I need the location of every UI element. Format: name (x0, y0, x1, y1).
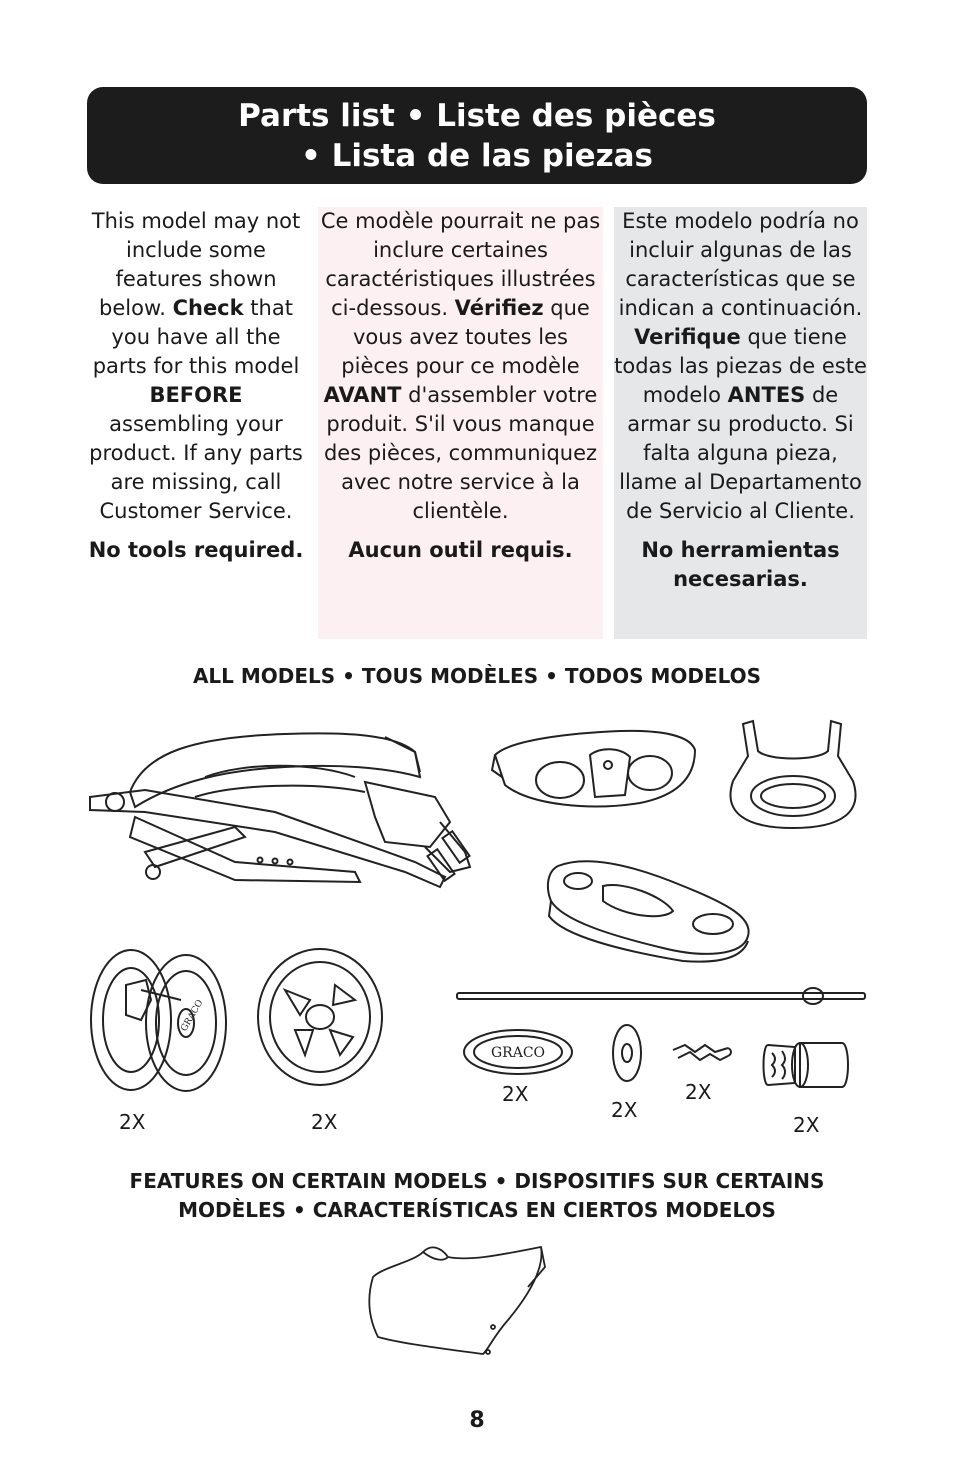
all-models-heading: ALL MODELS • TOUS MODÈLES • TODOS MODELOS (192, 664, 762, 688)
features-heading: FEATURES ON CERTAIN MODELS • DISPOSITIFS SUR CERTAINS MODÈLES • CARACTERÍSTICAS EN CIERTOS MODELOS (129, 1169, 825, 1222)
rear-axle-illustration (455, 985, 868, 1007)
front-wheel-illustration (86, 945, 231, 1095)
intro-column-english (87, 207, 305, 639)
intro-text-spanish: Este modelo podría no incluir algunas de las características que se indican a continuación. Verifique que tiene todas las piezas de este modelo ANTES de armar su producto. Si falta alguna pieza, llame al Departamento de Servicio al Cliente. (614, 209, 867, 523)
front-wheel-logo: GRACO (179, 998, 206, 1034)
axle-cap-illustration (760, 1035, 852, 1095)
graco-badge-illustration (462, 1027, 574, 1077)
rear-wheel-illustration (255, 945, 385, 1090)
header-title-line1: Parts list • Liste des pièces (238, 97, 716, 134)
qty-cap: 2X (793, 1113, 820, 1137)
washer-illustration (610, 1022, 645, 1084)
tools-note-french: Aucun outil requis. (348, 538, 573, 562)
qty-front-wheel: 2X (119, 1110, 146, 1134)
qty-rear-wheel: 2X (311, 1110, 338, 1134)
tools-note-spanish: No herramientas necesarias. (641, 538, 840, 591)
badge-logo-text: GRACO (490, 1045, 546, 1061)
stroller-frame-illustration (85, 722, 480, 892)
intro-column-spanish (614, 207, 867, 639)
qty-clip: 2X (685, 1080, 712, 1104)
header-title-line2: • Lista de las piezas (300, 137, 654, 174)
child-tray-illustration (713, 716, 873, 836)
intro-text-english: This model may not include some features shown below. Check that you have all the parts for this model BEFORE assembling your product. If any parts are missing, call Customer Service. (89, 209, 303, 523)
canopy-illustration (363, 1242, 548, 1360)
page-header (87, 87, 867, 184)
hairpin-clip-illustration (670, 1040, 732, 1070)
tools-note-english: No tools required. (88, 538, 304, 562)
page-number: 8 (469, 1408, 485, 1433)
parent-tray-illustration (490, 725, 700, 815)
qty-badge: 2X (502, 1082, 529, 1106)
intro-text-french: Ce modèle pourrait ne pas inclure certaines caractéristiques illustrées ci-dessous. Vérifiez que vous avez toutes les pièces pour ce modèle AVANT d'assembler votre produit. S'il vous manque des pièces, communiquez avec notre service à la clientèle. (320, 209, 601, 523)
intro-column-french (318, 207, 603, 639)
qty-washer: 2X (611, 1098, 638, 1122)
snack-tray-illustration (543, 856, 758, 966)
